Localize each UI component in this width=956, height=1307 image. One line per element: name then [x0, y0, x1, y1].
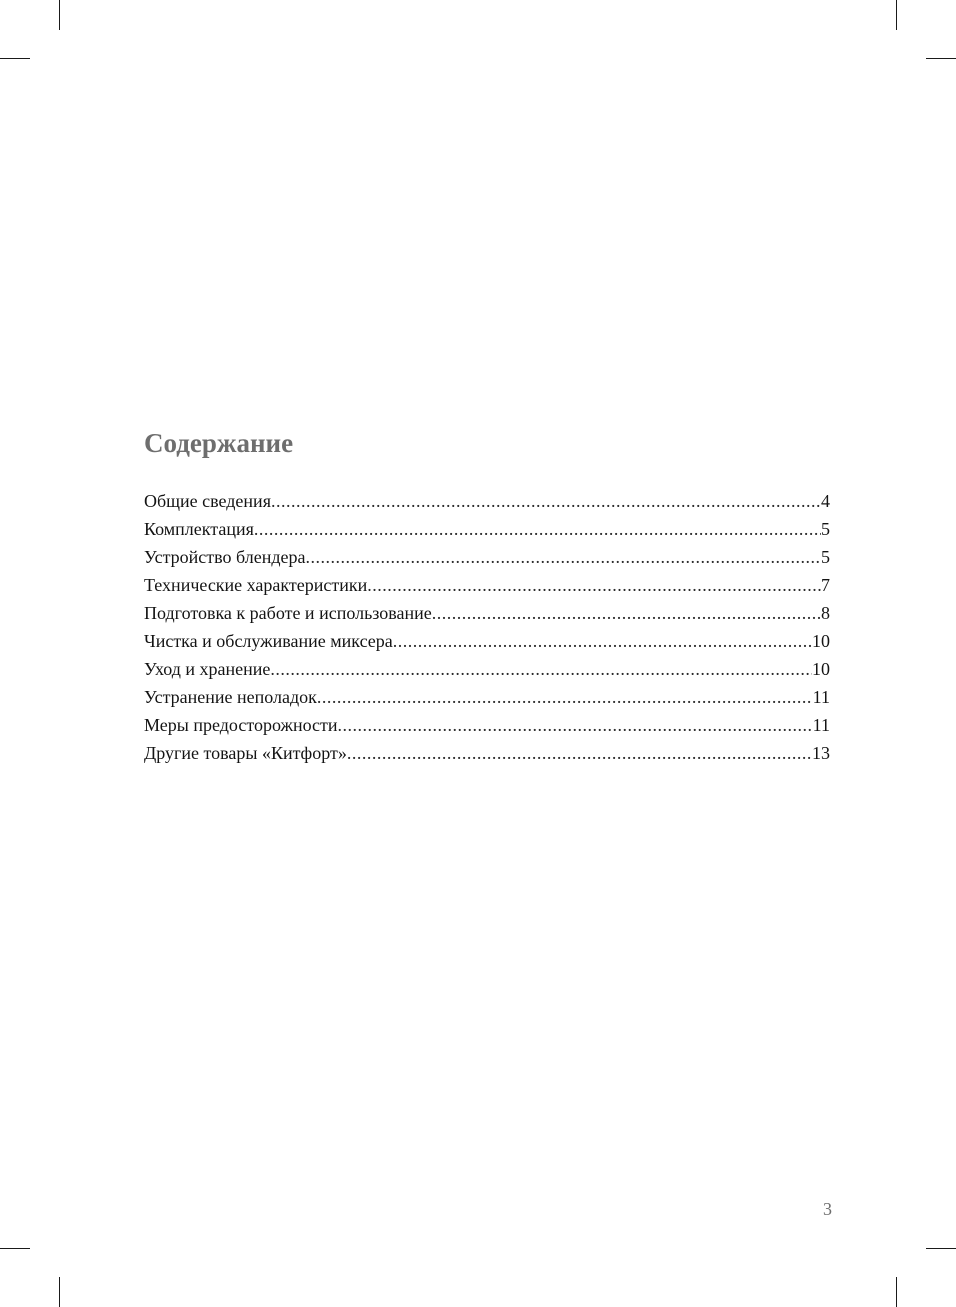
toc-entry-label: Устранение неполадок — [144, 687, 317, 707]
crop-mark-top-left — [0, 58, 30, 59]
toc-entry-page: 7 — [821, 575, 830, 595]
toc-entry[interactable] — [144, 515, 830, 543]
crop-mark-top-right — [926, 58, 956, 59]
crop-mark-bottom-left — [0, 1248, 30, 1249]
toc-entry-page: 5 — [821, 547, 830, 567]
toc-entry[interactable] — [144, 543, 830, 571]
toc-entry-label: Общие сведения — [144, 491, 271, 511]
toc-dot-leader — [338, 711, 813, 739]
toc-dot-leader — [270, 655, 812, 683]
toc-title: Содержание — [144, 428, 294, 458]
toc-dot-leader — [347, 739, 812, 767]
toc-entry-label: Уход и хранение — [144, 659, 271, 679]
toc-entry[interactable] — [144, 487, 830, 515]
toc-entry-label: Комплектация — [144, 519, 254, 539]
crop-mark-top-left — [59, 0, 60, 30]
toc-entry-page: 13 — [812, 743, 830, 763]
toc-entry-label: Меры предосторожности — [144, 715, 338, 735]
toc-entry[interactable] — [144, 627, 830, 655]
toc-entry-page: 10 — [812, 631, 830, 651]
crop-mark-bottom-right — [896, 1277, 897, 1307]
toc-entry-label: Устройство блендера — [144, 547, 306, 567]
toc-entry[interactable] — [144, 739, 830, 767]
toc-entry-page: 5 — [821, 519, 830, 539]
toc-entry[interactable] — [144, 599, 830, 627]
page-number: 3 — [823, 1199, 832, 1219]
toc-entry-page: 10 — [812, 659, 830, 679]
crop-mark-bottom-right — [926, 1248, 956, 1249]
toc-dot-leader — [432, 599, 821, 627]
toc-entry[interactable] — [144, 571, 830, 599]
toc-entry-page: 11 — [812, 687, 830, 707]
toc-entry-page: 11 — [812, 715, 830, 735]
toc-dot-leader — [367, 571, 821, 599]
toc-entry[interactable] — [144, 711, 830, 739]
toc-entry-page: 4 — [821, 491, 830, 511]
toc-list — [144, 487, 830, 767]
toc-entry[interactable] — [144, 655, 830, 683]
toc-entry-label: Другие товары «Китфорт» — [144, 743, 347, 763]
toc-entry-page: 8 — [821, 603, 830, 623]
toc-dot-leader — [271, 487, 821, 515]
table-of-contents — [144, 424, 830, 763]
toc-dot-leader — [317, 683, 813, 711]
toc-dot-leader — [393, 627, 812, 655]
toc-dot-leader — [254, 515, 821, 543]
toc-entry-label: Подготовка к работе и использование — [144, 603, 432, 623]
crop-mark-top-right — [896, 0, 897, 30]
toc-entry-label: Технические характеристики — [144, 575, 368, 595]
crop-mark-bottom-left — [59, 1277, 60, 1307]
toc-entry-label: Чистка и обслуживание миксера — [144, 631, 393, 651]
toc-dot-leader — [305, 543, 821, 571]
toc-entry[interactable] — [144, 683, 830, 711]
